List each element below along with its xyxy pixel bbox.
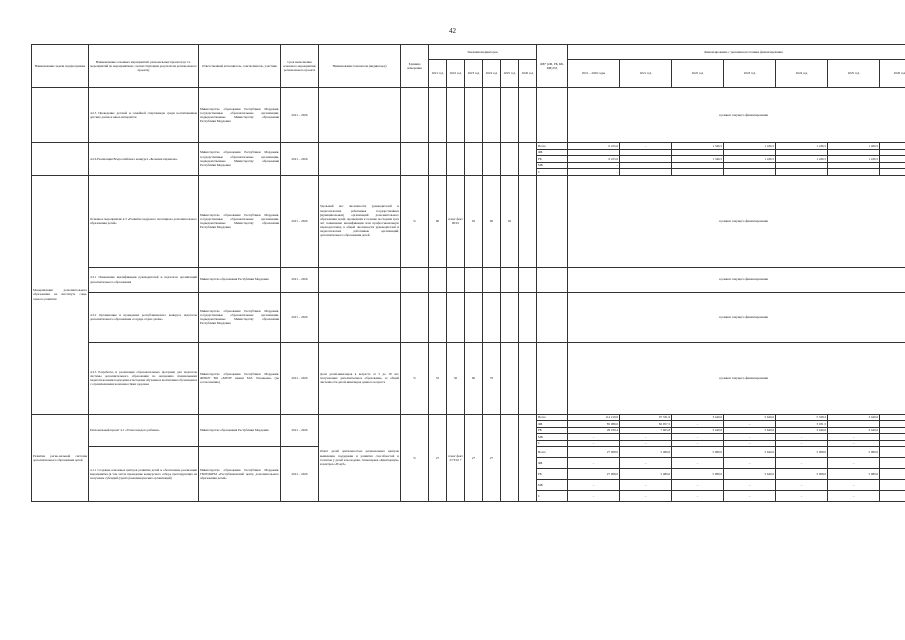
event-name: 4.3.3 Разработка и реализация образовательных программ для педагогов системы дополнительного образования по овладению специальными педагогическими подходами и методами обучения и воспитания обучающихся с ограниченными возможностями здоровья bbox=[89, 342, 199, 414]
event-name: Основное мероприятие 4.3 «Развитие кадрового потенциала дополнительного образования детей» bbox=[89, 175, 199, 267]
header-fin-year: 2021 – 2026 годы bbox=[568, 60, 620, 88]
header-fin-year: 2023 год bbox=[724, 60, 776, 88]
header-year: 2026 год bbox=[519, 60, 537, 88]
header-year: 2025 год bbox=[501, 60, 519, 88]
event-executor: Министерство образования Республики Мордовия, государственные образовательные организации, подведомственные Министерству образования Республики Мордовия bbox=[199, 88, 281, 143]
header-target-values: Значения индикаторов bbox=[429, 45, 537, 60]
event-name: Региональный проект 4.1 «Успех каждого ребенка» bbox=[89, 414, 199, 447]
header-fin-year: 2024 год bbox=[776, 60, 828, 88]
header-fin-year: 2025 год bbox=[828, 60, 880, 88]
program-table: Наименование задачи подпрограммы Наименование основных мероприятий, региональных проектов (в т.ч. мероприятий по мероприятиям, соответствующим результатам регионального проекта) Ответственный исполнитель, соисполнитель, участник Срок выполнения основного мероприятия, регионального проекта Наименование показателя (индикатора) Единица измерения Значения индикаторов ФБ* (ОБ, РБ, КБ, МБ) ЕД Финансирование с указанием источника финансирования 2021 год 2022 год 2023 год 2024 год 2025 год 2026 год 2021 – 2026 годы 2021 год 2022 год 2023 год 2024 год 2025 год 2026 год 4.2.5 Проведение детской и семейной спартакиады среди воспитанников детских домов и школ-интернатов Министерство образования Республики Мордовия, государственные образовательные организации, подведомственные Министерству образования Республики Мордовия 2021 – 2026 в рамках текущего финансирования 4.2.6 Реализация Всероссийского конкурса «Большая перемена» Министерство образования Республики Мордовия, государственные образовательные организации, подведомственные Министерству образования Республики Мордовия 2021 – 2026 Всего 6 105,0 – 1 346,5 1 436,5 1 436,5 1 466,5 ФБ РБ 6 105,0 1 346,5 1 436,5 1 436,5 1 436,5 МБ – С – Модернизация дополнительного образования на институте соци-ального развития Основное мероприятие 4.3 «Развитие кадрового потенциала дополнительного образования детей» Министерство образования Республики Мордовия, государственные образовательные организации, подведомственные Министерству образования Республики Мордовия 2021 – 2026 Удельный вес численности руководителей и педагогических работников государственных (муниципальных) организаций дополнительного образования детей, прошедших в течение последних трех лет повышение квалификации или профессиональную переподготовку, в общей численности руководителей и педагогических работников организаций, дополнительного образования детей % 90 план/ факт 90/91 92 90 92 в рамках текущего финансирования 4.3.1 Повышение квалификации руководителей и педагогов организаций дополнительного образования Министерство образования Республики Мордовия 2021 – 2026 в рамках текущего финансирования 4.3.2 Организация и проведение республиканского конкурса педагогов дополнительного образования «Сердце отдаю детям» Министерство образования Республики Мордовия, государственные образовательные организации, подведомственные Министерству образования Республики Мордовия 2021 – 2026 в рамках текущего финансирования 4.3.3 Разработка и реализация образовательных программ для педагогов системы дополнительного образования по овладению специальными педагогическими подходами и методами обучения и воспитания обучающихся с ограниченными возможностями здоровья Министерство образования Республики Мордовия, ФГБОУ ВО «МГПУ имени М.Е. Евсевьева» (по согласованию) 2021 – 2026 Доля детей-инвалидов в возрасте от 5 до 18 лет, получающих дополнительное образование, от общей численности детей-инвалидов данного возраста % 32 50 60 70 в рамках текущего финансирования Развитие регио-нальной системы дополнительного образования детей Региональный проект 4.1 «Успех каждого ребенка» Министерство образования Республики Мордовия 2021 – 2026 Охват детей деятельностью региональных центров выявления, поддержки и развития способностей и талантов у детей и молодежи, технопарков «Кванториум» и центров «IT-куб» % 27 план/ факт 27/33,0 7 27 27 Всего 114 219,9 97 331,9 3 440,0 5 640,0 5 328,2 3 440,0 ФБ 85 989,0 82 957,5 – – 3 031,5 РБ 28 230,4 7 605,8 3 440,0 5 640,0 3 440,0 3 440,0 МБ – – – – – – С – – – – – – 4.1.1 Создание ключевых центров развития детей и обеспечение реализации мероприятия (в том числе проведение конкурсного отбора претендующих на получение субсидий (гранта) некоммерческих организаций) Министерство образования Республики Мордовия, ГБОУДОРМ «Республиканский центр дополнительного образования детей» 2021 – 2026 Всего 27 008,0 5 480,0 5 080,0 5 640,0 5 008,0 5 080,0 ФБ – – – – – – РБ 27 008,0 5 480,0 5 080,0 5 640,0 5 008,0 5 080,0 МБ – – – – – – С – – – – – – bbox=[31, 44, 905, 502]
header-year: 2024 год bbox=[483, 60, 501, 88]
table-row: 4.2.6 Реализация Всероссийского конкурса «Большая перемена» Министерство образования Республики Мордовия, государственные образовательные организации, подведомственные Министерству образования Республики Мордовия 2021 – 2026 Всего 6 105,0 – 1 346,5 1 436,5 1 436,5 1 466,5 bbox=[32, 143, 905, 150]
task-name: Развитие регио-нальной системы дополнительного образования детей bbox=[32, 414, 89, 502]
table-row: 4.3.3 Разработка и реализация образовательных программ для педагогов системы дополнительного образования по овладению специальными педагогическими подходами и методами обучения и воспитания обучающихся с ограниченными возможностями здоровья Министерство образования Республики Мордовия, ФГБОУ ВО «МГПУ имени М.Е. Евсевьева» (по согласованию) 2021 – 2026 Доля детей-инвалидов в возрасте от 5 до 18 лет, получающих дополнительное образование, от общей численности детей-инвалидов данного возраста % 32 50 60 70 в рамках текущего финансирования bbox=[32, 342, 905, 414]
event-term: 2021 – 2026 bbox=[281, 88, 319, 143]
event-term: 2021 – 2026 bbox=[281, 447, 319, 502]
header-fin-year: 2026 год bbox=[880, 60, 905, 88]
header-executor: Ответственный исполнитель, соисполнитель, участник bbox=[199, 45, 281, 88]
event-name: 4.2.6 Реализация Всероссийского конкурса «Большая перемена» bbox=[89, 143, 199, 176]
header-fin-year: 2022 год bbox=[672, 60, 724, 88]
event-term: 2021 – 2026 bbox=[281, 292, 319, 342]
task-name: Модернизация дополнительного образования на институте соци-ального развития bbox=[32, 175, 89, 414]
event-term: 2021 – 2026 bbox=[281, 267, 319, 292]
indicator-name: Доля детей-инвалидов в возрасте от 5 до 18 лет, получающих дополнительное образование, от общей численности детей-инвалидов данного возраста bbox=[319, 342, 401, 414]
event-name: 4.3.1 Повышение квалификации руководителей и педагогов организаций дополнительного образования bbox=[89, 267, 199, 292]
event-term: 2021 – 2026 bbox=[281, 143, 319, 176]
event-name: 4.1.1 Создание ключевых центров развития детей и обеспечение реализации мероприятия (в том числе проведение конкурсного отбора претендующих на получение субсидий (гранта) некоммерческих организаций) bbox=[89, 447, 199, 502]
header-fin-year: 2021 год bbox=[620, 60, 672, 88]
header-unit: Единица измерения bbox=[401, 45, 429, 88]
indicator-name: Удельный вес численности руководителей и педагогических работников государственных (муниципальных) организаций дополнительного образования детей, прошедших в течение последних трех лет повышение квалификации или профессиональную переподготовку, в общей численности руководителей и педагогических работников организаций, дополнительного образования детей bbox=[319, 175, 401, 267]
header-event: Наименование основных мероприятий, региональных проектов (в т.ч. мероприятий по мероприятиям, соответствующим результатам регионального проекта) bbox=[89, 45, 199, 88]
financing-note: в рамках текущего финансирования bbox=[568, 88, 905, 143]
event-executor: Министерство образования Республики Мордовия, государственные образовательные организации, подведомственные Министерству образования Республики Мордовия bbox=[199, 143, 281, 176]
indicator-name: Охват детей деятельностью региональных центров выявления, поддержки и развития способностей и талантов у детей и молодежи, технопарков «Кванториум» и центров «IT-куб» bbox=[319, 414, 401, 502]
header-source-code: ФБ* (ОБ, РБ, КБ, МБ) ЕД bbox=[537, 45, 568, 88]
event-executor: Министерство образования Республики Мордовия, государственные образовательные организации, подведомственные Министерству образования Республики Мордовия bbox=[199, 175, 281, 267]
header-term: Срок выполнения основного мероприятия, регионального проекта bbox=[281, 45, 319, 88]
header-indicator: Наименование показателя (индикатора) bbox=[319, 45, 401, 88]
event-executor: Министерство образования Республики Мордовия, государственные образовательные организации, подведомственные Министерству образования Республики Мордовия bbox=[199, 292, 281, 342]
header-direction: Наименование задачи подпрограммы bbox=[32, 45, 89, 88]
financing-note: в рамках текущего финансирования bbox=[568, 267, 905, 292]
event-term: 2021 – 2026 bbox=[281, 342, 319, 414]
financing-note: в рамках текущего финансирования bbox=[568, 292, 905, 342]
header-year: 2023 год bbox=[465, 60, 483, 88]
event-executor: Министерство образования Республики Мордовия, ФГБОУ ВО «МГПУ имени М.Е. Евсевьева» (по согласованию) bbox=[199, 342, 281, 414]
table-row: 4.1.1 Создание ключевых центров развития детей и обеспечение реализации мероприятия (в том числе проведение конкурсного отбора претендующих на получение субсидий (гранта) некоммерческих организаций) Министерство образования Республики Мордовия, ГБОУДОРМ «Республиканский центр дополнительного образования детей» 2021 – 2026 Всего 27 008,0 5 480,0 5 080,0 5 640,0 5 008,0 5 080,0 bbox=[32, 447, 905, 458]
event-term: 2021 – 2026 bbox=[281, 175, 319, 267]
financing-note: в рамках текущего финансирования bbox=[568, 175, 905, 267]
event-executor: Министерство образования Республики Мордовия bbox=[199, 267, 281, 292]
event-term: 2021 – 2026 bbox=[281, 414, 319, 447]
table-row bbox=[32, 292, 905, 342]
financing-note: в рамках текущего финансирования bbox=[568, 342, 905, 414]
event-name: 4.3.2 Организация и проведение республиканского конкурса педагогов дополнительного образования «Сердце отдаю детям» bbox=[89, 292, 199, 342]
header-year: 2021 год bbox=[429, 60, 447, 88]
event-name: 4.2.5 Проведение детской и семейной спартакиады среди воспитанников детских домов и школ-интернатов bbox=[89, 88, 199, 143]
task-cell bbox=[32, 88, 89, 143]
event-executor: Министерство образования Республики Мордовия bbox=[199, 414, 281, 447]
table-row: Развитие регио-нальной системы дополнительного образования детей Региональный проект 4.1 «Успех каждого ребенка» Министерство образования Республики Мордовия 2021 – 2026 Охват детей деятельностью региональных центров выявления, поддержки и развития способностей и талантов у детей и молодежи, технопарков «Кванториум» и центров «IT-куб» % 27 план/ факт 27/33,0 7 27 27 Всего 114 219,9 97 331,9 3 440,0 5 640,0 5 328,2 3 440,0 bbox=[32, 414, 905, 421]
table-row bbox=[32, 267, 905, 292]
page-number: 42 bbox=[449, 27, 456, 35]
table-row bbox=[32, 88, 905, 143]
table-row: Модернизация дополнительного образования на институте соци-ального развития Основное мероприятие 4.3 «Развитие кадрового потенциала дополнительного образования детей» Министерство образования Республики Мордовия, государственные образовательные организации, подведомственные Министерству образования Республики Мордовия 2021 – 2026 Удельный вес численности руководителей и педагогических работников государственных (муниципальных) организаций дополнительного образования детей, прошедших в течение последних трех лет повышение квалификации или профессиональную переподготовку, в общей численности руководителей и педагогических работников организаций, дополнительного образования детей % 90 план/ факт 90/91 92 90 92 в рамках текущего финансирования bbox=[32, 175, 905, 267]
event-executor: Министерство образования Республики Мордовия, ГБОУДОРМ «Республиканский центр дополнительного образования детей» bbox=[199, 447, 281, 502]
header-financing: Финансирование с указанием источника финансирования bbox=[568, 45, 905, 60]
header-year: 2022 год bbox=[447, 60, 465, 88]
